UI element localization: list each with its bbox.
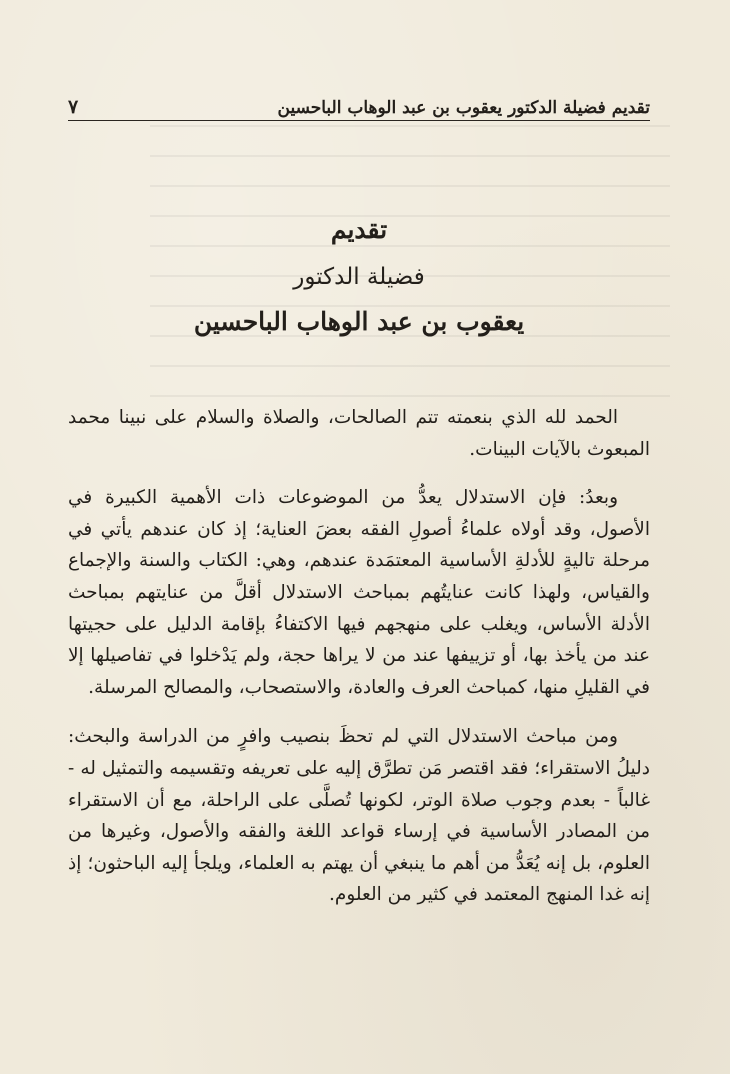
paragraph-istiqra: ومن مباحث الاستدلال التي لم تحظَ بنصيب وافرٍ من الدراسة والبحث: دليلُ الاستقراء؛ فقد اقتصر مَن تطرَّق إليه على تعريفه وتقسيمه والتمثيل له - غالباً - بعدم وجوب صلاة الوتر، لكونها تُصلَّى على الراحلة، مع أن الاستقراء من المصادر الأساسية في إرساء قواعد اللغة والفقه والأصول، وغيرها من العلوم، بل إنه يُعَدُّ من أهم ما ينبغي أن يهتم به العلماء، ويلجأ إليه الباحثون؛ إذ إنه غدا المنهج المعتمد في كثير من العلوم. (68, 726, 650, 906)
author-name: يعقوب بن عبد الوهاب الباحسين (193, 307, 525, 336)
body-text (68, 402, 650, 911)
chapter-titles (68, 212, 650, 340)
running-title: تقديم فضيلة الدكتور يعقوب بن عبد الوهاب الباحسين (277, 98, 650, 118)
page-number: ٧ (68, 96, 79, 118)
paragraph-opening: الحمد لله الذي بنعمته تتم الصالحات، والصلاة والسلام على نبينا محمد المبعوث بالآيات البينات. (68, 407, 650, 460)
running-header (68, 88, 650, 121)
chapter-title: تقديم (330, 215, 388, 244)
paragraph-istidlal: وبعدُ: فإن الاستدلال يعدُّ من الموضوعات ذات الأهمية الكبيرة في الأصول، وقد أولاه علماءُ أصولِ الفقه بعضَ العناية؛ إذ كان عندهم يأتي في مرحلة تاليةٍ للأدلةِ الأساسية المعتمَدة عندهم، وهي: الكتاب والسنة والإجماع والقياس، ولهذا كانت عنايتُهم بمباحث الاستدلال أقلَّ من عنايتهم بمباحث الأدلة الأساس، ويغلب على منهجهم فيها الاكتفاءُ بإقامة الدليل على حجيتها عند من يأخذ بها، أو تزييفها عند من لا يراها حجة، ولم يَدْخلوا في تفاصيلها إلا في القليلِ منها، كمباحث العرف والعادة، والاستصحاب، والمصالح المرسلة. (68, 487, 650, 698)
author-honorific: فضيلة الدكتور (293, 264, 425, 290)
